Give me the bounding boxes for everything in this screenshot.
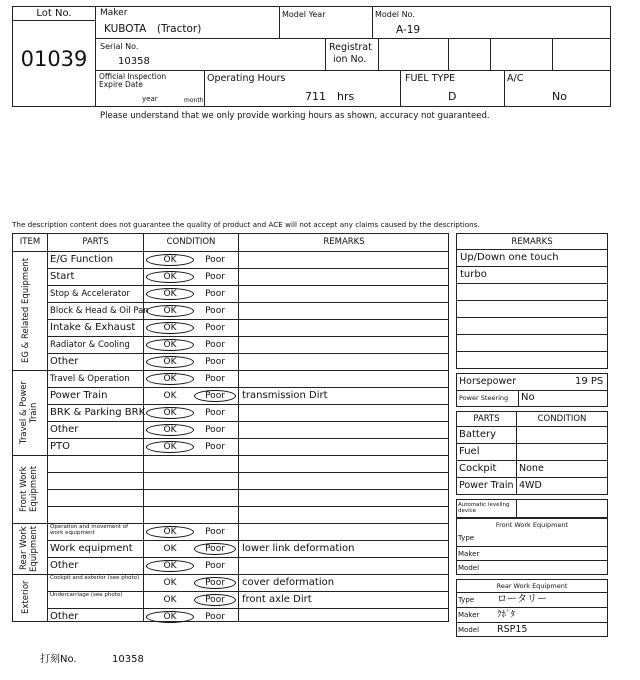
battery-label: Battery — [459, 429, 497, 440]
row-part: Other — [50, 560, 79, 571]
cockpit-value: None — [519, 463, 544, 474]
hours-note: Please understand that we only provide working hours as shown, accuracy not guaranteed. — [100, 111, 490, 121]
group-divider — [13, 455, 448, 456]
row-divider — [47, 319, 448, 320]
condition-ok: OK — [146, 356, 194, 368]
rear-maker-value: ｸﾎﾞﾀ — [497, 610, 516, 620]
condition-ok: OK — [146, 254, 194, 266]
row-part: Other — [50, 424, 79, 435]
side-condition-label: CONDITION — [537, 414, 587, 424]
col-item: ITEM — [19, 237, 41, 247]
condition-ok: OK — [146, 424, 194, 436]
group-travel: Travel & Power Train — [19, 381, 39, 444]
row-part: Intake & Exhaust — [50, 322, 136, 333]
condition-ok: OK — [146, 407, 194, 419]
condition-ok: OK — [146, 373, 194, 385]
rear-maker-label: Maker — [458, 611, 480, 619]
row-divider — [47, 438, 448, 439]
group-front: Front Work Equipment — [19, 465, 39, 513]
power-train-label: Power Train — [459, 480, 514, 491]
condition-ok: OK — [163, 544, 177, 554]
row-remark: cover deformation — [242, 577, 335, 588]
row-divider — [47, 472, 448, 473]
header-divider — [13, 251, 448, 252]
condition-poor: Poor — [205, 612, 225, 622]
ac-value: No — [552, 90, 567, 103]
row-part: Other — [50, 611, 79, 622]
condition-poor: Poor — [205, 561, 225, 571]
power-steering-label: Power Steering — [459, 394, 509, 402]
row-divider — [47, 336, 448, 337]
condition-ok: OK — [163, 578, 177, 588]
year-label: year — [142, 95, 158, 103]
operating-hours-value: 711 — [305, 90, 326, 103]
model-no-value: A-19 — [396, 24, 421, 36]
fuel-type-value: D — [448, 90, 457, 103]
row-divider — [47, 387, 448, 388]
condition-poor: Poor — [205, 442, 225, 452]
rear-model-value: RSP15 — [497, 624, 528, 635]
serial-no-value: 10358 — [118, 56, 150, 67]
power-train-value: 4WD — [519, 480, 542, 491]
row-part: Power Train — [50, 390, 108, 401]
condition-poor: Poor — [205, 255, 225, 265]
condition-poor: Poor — [205, 323, 225, 333]
condition-ok: OK — [146, 288, 194, 300]
serial-no-label: Serial No. — [100, 42, 139, 51]
lot-box — [12, 6, 96, 107]
row-divider — [47, 353, 448, 354]
lot-number: 01039 — [20, 47, 88, 71]
horsepower-value: 19 PS — [575, 376, 604, 387]
group-eg: EG & Related Equipment — [21, 257, 31, 364]
row-part: E/G Function — [50, 254, 114, 265]
row-remark: transmission Dirt — [242, 390, 328, 401]
row-divider — [47, 608, 448, 609]
condition-ok: OK — [146, 526, 194, 538]
row-divider — [47, 302, 448, 303]
maker-label: Maker — [100, 8, 128, 18]
hours-unit: hrs — [337, 90, 355, 103]
front-model-label: Model — [458, 564, 480, 572]
col-remarks: REMARKS — [323, 237, 365, 247]
row-part: Travel & Operation — [50, 374, 130, 384]
row-divider — [47, 421, 448, 422]
side-remarks-box — [456, 233, 608, 369]
condition-table — [12, 233, 449, 622]
col-condition: CONDITION — [166, 237, 216, 247]
header-grid — [95, 6, 611, 107]
row-part: Block & Head & Oil Pan — [50, 306, 149, 316]
group-exterior: Exterior — [21, 580, 31, 615]
side-remarks-label: REMARKS — [511, 237, 553, 247]
row-remark: lower link deformation — [242, 543, 355, 554]
row-divider — [47, 557, 448, 558]
horsepower-box — [456, 373, 608, 407]
row-part: Cockpit and exterior (see photo) — [50, 575, 140, 581]
rear-type-value: ロータリー — [497, 594, 547, 605]
condition-ok: OK — [146, 560, 194, 572]
condition-poor: Poor — [194, 543, 236, 555]
condition-poor: Poor — [205, 425, 225, 435]
condition-poor: Poor — [205, 289, 225, 299]
rear-work-box — [456, 579, 608, 637]
fuel-type-label: FUEL TYPE — [405, 73, 456, 84]
row-part: Start — [50, 271, 75, 282]
row-divider — [13, 370, 448, 371]
row-remark: front axle Dirt — [242, 594, 312, 605]
rear-model-label: Model — [458, 626, 480, 634]
side-parts-box — [456, 411, 608, 495]
row-divider — [47, 489, 448, 490]
inspection-label-1: Official Inspection — [99, 72, 167, 81]
col-parts: PARTS — [82, 237, 109, 247]
row-part: Work equipment — [50, 543, 133, 554]
horsepower-label: Horsepower — [459, 376, 517, 387]
disclaimer: The description content does not guarantee the quality of product and ACE will not accept any claims caused by the descriptions. — [12, 220, 480, 229]
row-part: Stop & Accelerator — [50, 289, 130, 299]
front-maker-label: Maker — [458, 550, 480, 558]
stamp-label: 打刻No. — [40, 654, 77, 665]
condition-ok: OK — [146, 322, 194, 334]
condition-poor: Poor — [205, 527, 225, 537]
model-no-label: Model No. — [375, 10, 415, 19]
row-part: Undercarriage (see photo) — [50, 592, 123, 598]
ac-label: A/C — [507, 73, 524, 84]
auto-leveling-box — [456, 499, 608, 518]
condition-poor: Poor — [205, 272, 225, 282]
operating-hours-label: Operating Hours — [207, 73, 286, 84]
row-divider — [47, 285, 448, 286]
condition-ok: OK — [146, 271, 194, 283]
condition-poor: Poor — [205, 374, 225, 384]
row-divider — [47, 540, 448, 541]
cockpit-label: Cockpit — [459, 463, 497, 474]
side-panel — [456, 233, 608, 637]
condition-ok: OK — [163, 595, 177, 605]
auto-leveling-label: Automatic leveling device — [458, 502, 510, 514]
side-remark-1: Up/Down one touch — [460, 252, 559, 263]
condition-poor: Poor — [205, 306, 225, 316]
model-year-label: Model Year — [282, 10, 326, 19]
front-type-label: Type — [458, 534, 475, 542]
maker-value: KUBOTA (Tractor) — [104, 23, 202, 35]
row-part: PTO — [50, 441, 71, 452]
rear-work-label: Rear Work Equipment — [496, 582, 568, 590]
rear-type-label: Type — [458, 596, 475, 604]
front-work-label: Front Work Equipment — [495, 521, 569, 529]
row-divider — [47, 404, 448, 405]
registration-label-1: Registrat — [329, 42, 372, 53]
row-divider — [47, 268, 448, 269]
inspection-label-2: Expire Date — [99, 80, 143, 89]
group-rear: Rear Work Equipment — [19, 525, 39, 572]
condition-poor: Poor — [194, 390, 236, 402]
row-part: Other — [50, 356, 79, 367]
row-part: Operation and movement of work equipment — [50, 524, 129, 536]
condition-poor: Poor — [205, 357, 225, 367]
month-label: month — [184, 97, 204, 104]
row-divider — [47, 506, 448, 507]
power-steering-value: No — [521, 392, 535, 403]
condition-poor: Poor — [205, 408, 225, 418]
condition-ok: OK — [146, 339, 194, 351]
row-part: BRK & Parking BRK — [50, 407, 146, 418]
condition-poor: Poor — [205, 340, 225, 350]
condition-poor: Poor — [194, 577, 236, 589]
condition-ok: OK — [146, 611, 194, 623]
fuel-label: Fuel — [459, 446, 480, 457]
side-remark-2: turbo — [460, 269, 487, 280]
row-part: Radiator & Cooling — [50, 340, 130, 350]
lot-no-label: Lot No. — [13, 7, 95, 21]
condition-ok: OK — [146, 305, 194, 317]
condition-ok: OK — [163, 391, 177, 401]
side-parts-label: PARTS — [473, 414, 500, 424]
condition-poor: Poor — [194, 594, 236, 606]
stamp-number: 10358 — [112, 654, 144, 665]
condition-ok: OK — [146, 441, 194, 453]
front-work-box — [456, 518, 608, 575]
registration-label-2: ion No. — [333, 54, 367, 65]
